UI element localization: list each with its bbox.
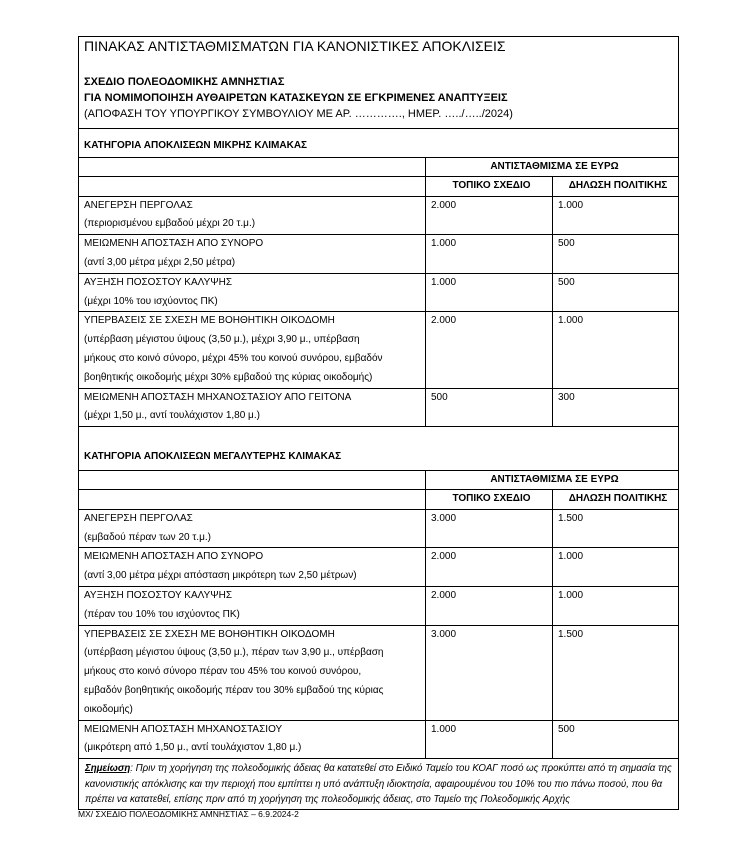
table-row bbox=[79, 196, 679, 235]
row-detail: βοηθητικής οικοδομής μέχρι 30% εμβαδού της κύριας οικοδομής) bbox=[84, 371, 373, 383]
row-title: ΑΝΕΓΕΡΣΗ ΠΕΡΓΟΛΑΣ bbox=[84, 512, 193, 524]
row-local-value: 2.000 bbox=[426, 548, 553, 587]
group-header-compensation: ΑΝΤΙΣΤΑΘΜΙΣΜΑ ΣΕ ΕΥΡΩ bbox=[426, 158, 679, 177]
row-policy-value: 1.000 bbox=[553, 586, 679, 625]
table-row bbox=[79, 273, 679, 312]
row-policy-value: 1.000 bbox=[553, 312, 679, 388]
header-line-1: ΣΧΕΔΙΟ ΠΟΛΕΟΔΟΜΙΚΗΣ ΑΜΝΗΣΤΙΑΣ bbox=[84, 76, 285, 88]
col-header-blank bbox=[79, 490, 426, 509]
row-local-value: 2.000 bbox=[426, 312, 553, 388]
col-header-policy-statement: ΔΗΛΩΣΗ ΠΟΛΙΤΙΚΗΣ bbox=[553, 490, 679, 509]
row-description bbox=[79, 235, 426, 274]
row-description bbox=[79, 586, 426, 625]
row-detail: εμβαδόν βοηθητικής οικοδομής πέραν του 30% εμβαδού της κύριας bbox=[84, 684, 384, 696]
row-detail: (υπέρβαση μέγιστου ύψους (3,50 μ.), πέραν των 3,90 μ., υπέρβαση bbox=[84, 647, 384, 659]
row-title: ΜΕΙΩΜΕΝΗ ΑΠΟΣΤΑΣΗ ΜΗΧΑΝΟΣΤΑΣΙΟΥ bbox=[84, 723, 283, 735]
row-description bbox=[79, 273, 426, 312]
row-policy-value: 500 bbox=[553, 273, 679, 312]
section-spacer bbox=[79, 427, 679, 443]
row-local-value: 500 bbox=[426, 388, 553, 427]
table-row bbox=[79, 235, 679, 274]
col-header-policy-statement: ΔΗΛΩΣΗ ΠΟΛΙΤΙΚΗΣ bbox=[553, 177, 679, 196]
row-local-value: 1.000 bbox=[426, 720, 553, 759]
note-label: Σημείωση bbox=[85, 763, 131, 775]
table-row bbox=[79, 720, 679, 759]
document-title: ΠΙΝΑΚΑΣ ΑΝΤΙΣΤΑΘΜΙΣΜΑΤΩΝ ΓΙΑ ΚΑΝΟΝΙΣΤΙΚΕΣ ΑΠΟΚΛΙΣΕΙΣ bbox=[79, 37, 679, 75]
group-header-compensation: ΑΝΤΙΣΤΑΘΜΙΣΜΑ ΣΕ ΕΥΡΩ bbox=[426, 471, 679, 490]
header-line-3: (ΑΠΟΦΑΣΗ ΤΟΥ ΥΠΟΥΡΓΙΚΟΥ ΣΥΜΒΟΥΛΙΟΥ ΜΕ ΑΡ. …………., ΗΜΕΡ. …../…../2024) bbox=[84, 108, 513, 120]
table-row bbox=[79, 625, 679, 720]
row-detail: (εμβαδού πέραν των 20 τ.μ.) bbox=[84, 531, 211, 543]
row-policy-value: 500 bbox=[553, 720, 679, 759]
table-row bbox=[79, 586, 679, 625]
note bbox=[79, 759, 679, 810]
row-local-value: 1.000 bbox=[426, 235, 553, 274]
row-local-value: 1.000 bbox=[426, 273, 553, 312]
row-description bbox=[79, 720, 426, 759]
row-policy-value: 300 bbox=[553, 388, 679, 427]
row-description bbox=[79, 509, 426, 548]
row-local-value: 3.000 bbox=[426, 625, 553, 720]
row-detail: (μικρότερη από 1,50 μ., αντί τουλάχιστον 1,80 μ.) bbox=[84, 742, 302, 754]
row-detail: οικοδομής) bbox=[84, 703, 133, 715]
row-detail: (μέχρι 10% του ισχύοντος ΠΚ) bbox=[84, 295, 218, 307]
row-local-value: 2.000 bbox=[426, 586, 553, 625]
group-header-blank bbox=[79, 471, 426, 490]
row-detail: (μέχρι 1,50 μ., αντί τουλάχιστον 1,80 μ.) bbox=[84, 410, 260, 422]
row-detail: (υπέρβαση μέγιστου ύψους (3,50 μ.), μέχρι 3,90 μ., υπέρβαση bbox=[84, 334, 360, 346]
row-detail: (αντί 3,00 μέτρα μέχρι απόσταση μικρότερη των 2,50 μέτρων) bbox=[84, 570, 357, 582]
col-header-local-plan: ΤΟΠΙΚΟ ΣΧΕΔΙΟ bbox=[426, 177, 553, 196]
row-description bbox=[79, 312, 426, 388]
table-row bbox=[79, 548, 679, 587]
row-local-value: 3.000 bbox=[426, 509, 553, 548]
row-title: ΑΥΞΗΣΗ ΠΟΣΟΣΤΟΥ ΚΑΛΥΨΗΣ bbox=[84, 276, 232, 288]
table-row bbox=[79, 312, 679, 388]
table-row bbox=[79, 388, 679, 427]
row-detail: (αντί 3,00 μέτρα μέχρι 2,50 μέτρα) bbox=[84, 256, 236, 268]
compensation-table bbox=[78, 36, 679, 810]
col-header-blank bbox=[79, 177, 426, 196]
row-detail: μήκους στο κοινό σύνορο πέραν του 45% του κοινού συνόρου, bbox=[84, 666, 362, 678]
document-header bbox=[79, 74, 679, 129]
row-policy-value: 500 bbox=[553, 235, 679, 274]
table-row bbox=[79, 509, 679, 548]
col-header-local-plan: ΤΟΠΙΚΟ ΣΧΕΔΙΟ bbox=[426, 490, 553, 509]
row-detail: (περιορισμένου εμβαδού μέχρι 20 τ.μ.) bbox=[84, 218, 256, 230]
row-title: ΜΕΙΩΜΕΝΗ ΑΠΟΣΤΑΣΗ ΑΠΟ ΣΥΝΟΡΟ bbox=[84, 238, 264, 250]
row-title: ΜΕΙΩΜΕΝΗ ΑΠΟΣΤΑΣΗ ΑΠΟ ΣΥΝΟΡΟ bbox=[84, 551, 264, 563]
row-title: ΥΠΕΡΒΑΣΕΙΣ ΣΕ ΣΧΕΣΗ ΜΕ ΒΟΗΘΗΤΙΚΗ ΟΙΚΟΔΟΜΗ bbox=[84, 315, 335, 327]
row-policy-value: 1.500 bbox=[553, 625, 679, 720]
row-local-value: 2.000 bbox=[426, 196, 553, 235]
category-small-scale: ΚΑΤΗΓΟΡΙΑ ΑΠΟΚΛΙΣΕΩΝ ΜΙΚΡΗΣ ΚΛΙΜΑΚΑΣ bbox=[79, 129, 679, 158]
row-title: ΑΝΕΓΕΡΣΗ ΠΕΡΓΟΛΑΣ bbox=[84, 199, 193, 211]
row-detail: (πέραν του 10% του ισχύοντος ΠΚ) bbox=[84, 608, 240, 620]
note-text: : Πριν τη χορήγηση της πολεοδομικής άδειας θα κατατεθεί στο Ειδικό Ταμείο του ΚΟΑΓ ποσό ως προκύπτει από τη σημασία της κανονιστικής απόκλισης και την περιοχή που εμπίπτει η υπό ανάπτυξη ιδιοκτησία, αφαιρουμένου του 10% του πιο πάνω ποσού, που θα πρέπει να κατατεθεί, επίσης πριν από τη χορήγηση της πολεοδομικής άδειας, στο Ταμείο της Πολεοδομικής Αρχής bbox=[85, 763, 672, 806]
row-title: ΑΥΞΗΣΗ ΠΟΣΟΣΤΟΥ ΚΑΛΥΨΗΣ bbox=[84, 589, 232, 601]
header-line-2: ΓΙΑ ΝΟΜΙΜΟΠΟΙΗΣΗ ΑΥΘΑΙΡΕΤΩΝ ΚΑΤΑΣΚΕΥΩΝ ΣΕ ΕΓΚΡΙΜΕΝΕΣ ΑΝΑΠΤΥΞΕΙΣ bbox=[84, 92, 508, 104]
row-description bbox=[79, 196, 426, 235]
row-description bbox=[79, 625, 426, 720]
group-header-blank bbox=[79, 158, 426, 177]
row-policy-value: 1.500 bbox=[553, 509, 679, 548]
row-description bbox=[79, 548, 426, 587]
page-footer: ΜΧ/ ΣΧΕΔΙΟ ΠΟΛΕΟΔΟΜΙΚΗΣ ΑΜΝΗΣΤΙΑΣ – 6.9.2024-2 bbox=[78, 809, 299, 819]
row-policy-value: 1.000 bbox=[553, 196, 679, 235]
row-description bbox=[79, 388, 426, 427]
category-large-scale: ΚΑΤΗΓΟΡΙΑ ΑΠΟΚΛΙΣΕΩΝ ΜΕΓΑΛΥΤΕΡΗΣ ΚΛΙΜΑΚΑΣ bbox=[79, 442, 679, 471]
row-title: ΥΠΕΡΒΑΣΕΙΣ ΣΕ ΣΧΕΣΗ ΜΕ ΒΟΗΘΗΤΙΚΗ ΟΙΚΟΔΟΜΗ bbox=[84, 628, 335, 640]
row-title: ΜΕΙΩΜΕΝΗ ΑΠΟΣΤΑΣΗ ΜΗΧΑΝΟΣΤΑΣΙΟΥ ΑΠΟ ΓΕΙΤΟΝΑ bbox=[84, 391, 352, 403]
row-policy-value: 1.000 bbox=[553, 548, 679, 587]
compensation-table-document bbox=[78, 36, 678, 810]
row-detail: μήκους στο κοινό σύνορο, μέχρι 45% του κοινού συνόρου, εμβαδόν bbox=[84, 352, 383, 364]
